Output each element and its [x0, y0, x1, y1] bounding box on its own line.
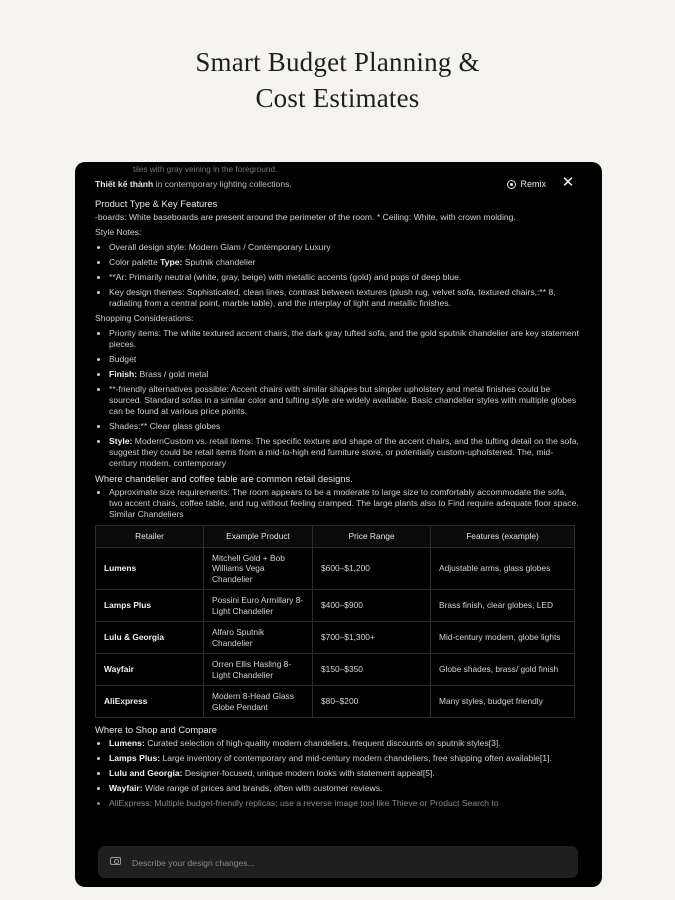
list-item-bold: Lulu and Georgia: — [109, 768, 183, 778]
table-cell: Mid-century modern, globe lights — [431, 622, 575, 654]
list-item-text: Brass / gold metal — [137, 369, 209, 379]
camera-icon[interactable] — [110, 857, 121, 865]
shopping-considerations-list — [95, 328, 580, 469]
list-item: • Overall design style: Modern Glam / Contemporary Luxury — [109, 242, 580, 253]
list-item — [109, 753, 580, 764]
top-text-line — [95, 179, 292, 190]
table-cell: Mitchell Gold + Bob Williams Vega Chandelier — [204, 547, 313, 590]
section-label: Shopping Considerations: — [95, 313, 194, 323]
list-item-text: Designer-focused, unique modern looks with statement appeal[5]. — [182, 768, 435, 778]
list-item-bold: Style: — [109, 436, 133, 446]
table-cell: $400–$900 — [313, 590, 431, 622]
list-item-bold: Type: — [160, 257, 183, 267]
list-item-bold: Lamps Plus: — [109, 753, 161, 763]
column-header: Features (example) — [431, 526, 575, 548]
table-cell: $700–$1,300+ — [313, 622, 431, 654]
table-cell: Lumens — [96, 547, 204, 590]
table-row — [96, 654, 575, 686]
list-item-bold: Wayfair: — [109, 783, 143, 793]
list-item: • Key design themes: Sophisticated, clean lines, contrast between textures (plush rug, velvet sofa, textured chairs,:** 8, radiating from a central point, marble table), and the interplay of light and metallic finishes. — [109, 287, 580, 309]
panel-title: Thiết kế thành — [95, 179, 154, 189]
where-to-shop-list — [95, 738, 580, 809]
list-item-text: Color palette — [109, 257, 161, 267]
section-heading: Where to Shop and Compare — [95, 724, 217, 735]
list-item: • Budget — [109, 354, 580, 365]
overlapped-text: in contemporary lighting collections. — [153, 179, 292, 189]
list-item: • Shades:** Clear glass globes — [109, 421, 580, 432]
list-item — [109, 738, 580, 749]
response-scroll-area[interactable] — [75, 162, 602, 842]
section-heading: Where chandelier and coffee table are common retail designs. — [95, 473, 353, 484]
table-cell: AliExpress — [96, 686, 204, 718]
list-item-text: Curated selection of high-quality modern chandeliers, frequent discounts on sputnik styles[3]. — [144, 738, 501, 748]
section-label: Style Notes: — [95, 227, 142, 237]
section-heading: Product Type & Key Features — [95, 198, 218, 209]
table-header-row — [96, 526, 575, 548]
close-icon[interactable]: ✕ — [561, 174, 575, 191]
table-cell: Orren Ellis Hasling 8-Light Chandelier — [204, 654, 313, 686]
table-cell: Alfaro Sputnik Chandelier — [204, 622, 313, 654]
list-item-bold: Lumens: — [109, 738, 145, 748]
table-cell: $600–$1,200 — [313, 547, 431, 590]
table-cell: $150–$350 — [313, 654, 431, 686]
table-cell: Modern 8-Head Glass Globe Pendant — [204, 686, 313, 718]
table-row — [96, 622, 575, 654]
list-item-text: Large inventory of contemporary and mid-century modern chandeliers, free shipping often available[1]. — [160, 753, 552, 763]
table-cell: $80–$200 — [313, 686, 431, 718]
remix-button[interactable] — [507, 179, 546, 189]
faded-text-line: tiles with gray veining in the foreground. — [133, 165, 278, 174]
table-cell: Wayfair — [96, 654, 204, 686]
remix-label: Remix — [520, 179, 546, 189]
list-item: • **-friendly alternatives possible: Accent chairs with similar shapes but simpler upholstery and metal finishes could be sourced. Standard sofas in a similar color and tufting style are widely available. Basic chandelier styles with multiple globes can be found at various price points. — [109, 384, 580, 417]
remix-icon — [507, 180, 516, 189]
table-cell: Brass finish, clear globes, LED — [431, 590, 575, 622]
table-row — [96, 686, 575, 718]
hero-title — [0, 44, 675, 116]
design-input-bar — [98, 846, 578, 878]
design-changes-input[interactable] — [130, 854, 554, 872]
column-header: Retailer — [96, 526, 204, 548]
paragraph: -boards: White baseboards are present around the perimeter of the room. * Ceiling: White, with crown molding. — [95, 212, 516, 222]
list-item — [109, 369, 580, 380]
list-item-text: Wide range of prices and brands, often with customer reviews. — [142, 783, 383, 793]
table-row — [96, 547, 575, 590]
column-header: Example Product — [204, 526, 313, 548]
list-item-text: ModernCustom vs. retail items: The specific texture and shape of the accent chairs, and the tufting detail on the sofa, suggest they could be retail items from a mid-to-high end furniture store, or potentially custom-upholstered. The, mid-century modern, contemporary — [109, 436, 579, 468]
list-item — [109, 257, 580, 268]
response-body — [95, 196, 580, 813]
size-list — [95, 487, 580, 520]
style-notes-list — [95, 242, 580, 309]
list-item — [109, 768, 580, 779]
list-item-bold: Finish: — [109, 369, 138, 379]
design-chat-panel — [75, 162, 602, 887]
table-cell: Globe shades, brass/ gold finish — [431, 654, 575, 686]
list-item: • **Ar: Primarily neutral (white, gray, beige) with metallic accents (gold) and pops of deep blue. — [109, 272, 580, 283]
table-cell: Possini Euro Armillary 8-Light Chandelier — [204, 590, 313, 622]
column-header: Price Range — [313, 526, 431, 548]
list-item: • AliExpress: Multiple budget-friendly replicas; use a reverse image tool like Thieve or Product Search to — [109, 798, 580, 809]
chandelier-comparison-table — [95, 525, 575, 718]
table-cell: Lulu & Georgia — [96, 622, 204, 654]
list-item — [109, 783, 580, 794]
hero-title-line2: Cost Estimates — [255, 83, 420, 113]
list-item-text: Sputnik chandelier — [182, 257, 256, 267]
table-row — [96, 590, 575, 622]
list-item: • Approximate size requirements: The room appears to be a moderate to large size to comfortably accommodate the sofa, two accent chairs, coffee table, and rug without feeling cramped. The large plants also to Find require adequate floor space. Similar Chandeliers — [109, 487, 580, 520]
hero-title-line1: Smart Budget Planning & — [195, 47, 480, 77]
table-cell: Adjustable arms, glass globes — [431, 547, 575, 590]
table-cell: Lamps Plus — [96, 590, 204, 622]
list-item — [109, 436, 580, 469]
table-cell: Many styles, budget friendly — [431, 686, 575, 718]
list-item: • Priority items: The white textured accent chairs, the dark gray tufted sofa, and the gold sputnik chandelier are key statement pieces. — [109, 328, 580, 350]
